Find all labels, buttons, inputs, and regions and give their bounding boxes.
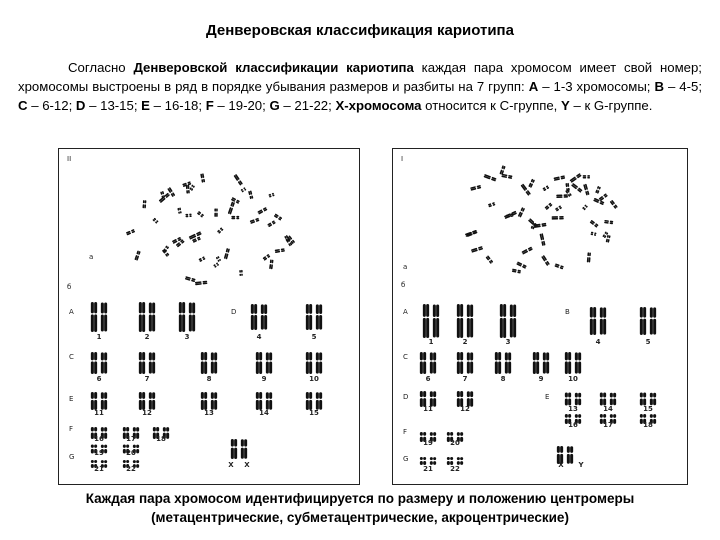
chromosome-glyph <box>216 256 222 262</box>
chromosome-glyph <box>217 227 224 234</box>
chromosome-number: 6 <box>96 375 102 383</box>
chromosome-glyph <box>495 352 501 374</box>
chromosome-glyph <box>552 216 564 220</box>
chromosome-glyph <box>466 230 477 237</box>
intro-lead: Согласно <box>68 60 134 75</box>
chromosome-glyph <box>224 248 230 259</box>
chromosome-glyph <box>134 250 140 260</box>
chromosome-glyph <box>555 205 562 211</box>
chromosome-glyph <box>467 352 473 373</box>
chromosome-glyph <box>266 392 272 409</box>
group-c-range: – 6-12; <box>27 98 76 113</box>
chromosome-glyph <box>160 191 165 198</box>
chromosome-glyph <box>516 261 527 268</box>
chromosome-number: 10 <box>309 375 319 383</box>
chromosome-number: 3 <box>505 338 511 346</box>
chromosome-number: 13 <box>204 409 214 417</box>
chromosome-glyph <box>101 392 107 409</box>
chromosome-glyph <box>251 304 257 330</box>
chromosome-glyph <box>604 220 613 224</box>
group-f-label: F <box>205 98 214 113</box>
group-e-label: Е <box>141 98 150 113</box>
chromosome-glyph <box>201 392 207 410</box>
chromosome-number: 18 <box>156 435 166 443</box>
chromosome-number: 21 <box>94 465 104 473</box>
chromosome-glyph <box>91 392 97 410</box>
chromosome-glyph <box>256 352 262 374</box>
chromosome-glyph <box>213 262 219 268</box>
chromosome-glyph <box>233 174 243 186</box>
group-d-label: D <box>75 98 86 113</box>
y-chromosome-rest: – к G-группе. <box>569 98 653 113</box>
chromosome-number: 10 <box>568 375 578 383</box>
chromosome-glyph <box>306 392 312 410</box>
chromosome-glyph <box>556 194 568 198</box>
chromosome-glyph <box>553 175 565 181</box>
chromosome-glyph <box>483 174 496 182</box>
y-chromosome-label: Y <box>561 98 570 113</box>
chromosome-glyph <box>447 457 453 465</box>
chromosome-number: 11 <box>423 405 433 413</box>
chromosome-glyph <box>583 175 590 178</box>
chromosome-glyph <box>575 393 581 406</box>
chromosome-number: 19 <box>423 439 433 447</box>
chromosome-glyph <box>565 393 571 406</box>
chromosome-number: 5 <box>645 338 651 346</box>
chromosome-glyph <box>250 218 260 224</box>
group-letter-g: G <box>69 453 75 461</box>
chromosome-glyph <box>149 302 155 331</box>
chromosome-glyph <box>269 259 273 269</box>
group-letter-g: G <box>403 455 409 463</box>
chromosome-glyph <box>139 392 145 410</box>
chromosome-glyph <box>583 184 589 196</box>
chromosome-glyph <box>640 393 646 406</box>
chromosome-glyph <box>565 352 571 374</box>
chromosome-glyph <box>510 305 516 338</box>
chromosome-glyph <box>172 237 182 244</box>
chromosome-glyph <box>430 457 436 465</box>
chromosome-glyph <box>211 392 217 409</box>
group-letter-b: D <box>231 308 237 316</box>
chromosome-glyph <box>101 352 107 373</box>
chromosome-glyph <box>256 392 262 410</box>
intro-paragraph <box>18 58 702 115</box>
chromosome-glyph <box>595 186 601 194</box>
chromosome-glyph <box>231 216 239 219</box>
chromosome-number: 16 <box>568 421 578 429</box>
chromosome-glyph <box>231 439 237 459</box>
chromosome-glyph <box>211 352 217 373</box>
karyotype-figure-female <box>58 148 360 485</box>
group-letter-d: D <box>403 393 409 401</box>
sex-chromosome-label: Y <box>578 461 584 469</box>
chromosome-glyph <box>257 207 267 215</box>
chromosome-glyph <box>177 207 181 214</box>
chromosome-glyph <box>610 200 618 209</box>
chromosome-glyph <box>420 352 426 374</box>
chromosome-glyph <box>152 218 158 224</box>
chromosome-glyph <box>142 200 146 208</box>
chromosome-glyph <box>600 307 606 334</box>
chromosome-number: 13 <box>568 405 578 413</box>
chromosome-glyph <box>528 179 535 188</box>
panel-label: I <box>401 155 404 163</box>
chromosome-glyph <box>457 352 463 374</box>
chromosome-glyph <box>567 446 573 463</box>
chromosome-glyph <box>457 457 463 465</box>
chromosome-glyph <box>420 457 426 465</box>
chromosome-number: 14 <box>603 405 613 413</box>
chromosome-glyph <box>570 173 582 183</box>
chromosome-number: 8 <box>206 375 212 383</box>
chromosome-number: 15 <box>309 409 319 417</box>
chromosome-glyph <box>240 187 246 193</box>
x-chromosome-label: Х-хромосома <box>335 98 422 113</box>
chromosome-glyph <box>518 207 525 218</box>
metaphase-label: a <box>89 253 94 261</box>
group-e-range: – 16-18; <box>149 98 206 113</box>
chromosome-glyph <box>501 174 512 179</box>
chromosome-glyph <box>590 220 599 228</box>
group-g-range: – 21-22; <box>279 98 336 113</box>
chromosome-glyph <box>471 246 483 253</box>
group-letter-f: F <box>69 425 74 433</box>
chromosome-glyph <box>544 202 552 210</box>
chromosome-glyph <box>521 246 533 254</box>
chromosome-number: 5 <box>311 333 317 341</box>
sex-chromosome-label: X <box>244 461 250 469</box>
sex-chromosome-label: X <box>558 461 564 469</box>
sex-chromosome-label: X <box>228 461 234 469</box>
chromosome-glyph <box>316 392 322 409</box>
chromosome-glyph <box>261 304 267 329</box>
chromosome-number: 11 <box>94 409 104 417</box>
chromosome-glyph <box>500 304 506 338</box>
chromosome-glyph <box>423 304 429 338</box>
chromosome-glyph <box>542 185 549 191</box>
footer-caption <box>0 489 720 527</box>
chromosome-glyph <box>587 252 591 262</box>
chromosome-glyph <box>504 211 517 219</box>
intro-part1: каждая пара хромосом имеет свой номер; хромосомы выстроены в ряд в порядке убывания размеров и разбиты на 7 групп: <box>18 60 702 94</box>
chromosome-number: 21 <box>423 465 433 473</box>
chromosome-glyph <box>149 352 155 373</box>
chromosome-glyph <box>241 439 247 458</box>
chromosome-glyph <box>149 392 155 409</box>
chromosome-glyph <box>306 352 312 374</box>
chromosome-glyph <box>248 190 253 199</box>
chromosome-glyph <box>101 302 107 331</box>
chromosome-glyph <box>274 213 283 220</box>
chromosome-number: 9 <box>261 375 267 383</box>
group-letter-a: A <box>403 308 408 316</box>
chromosome-glyph <box>606 235 611 243</box>
chromosome-number: 22 <box>126 465 136 473</box>
chromosome-number: 20 <box>450 439 460 447</box>
chromosome-number: 14 <box>259 409 269 417</box>
group-a-range: – 1-3 хромосомы; <box>538 79 655 94</box>
chromosome-glyph <box>263 254 271 261</box>
chromosome-glyph <box>316 352 322 373</box>
chromosome-number: 2 <box>462 338 468 346</box>
chromosome-glyph <box>201 352 207 374</box>
chromosome-glyph <box>197 211 204 218</box>
x-chromosome-rest: относится к С-группе, <box>421 98 562 113</box>
chromosome-number: 9 <box>538 375 544 383</box>
chromosome-glyph <box>600 393 606 406</box>
chromosome-glyph <box>457 304 463 338</box>
chromosome-number: 19 <box>94 449 104 457</box>
chromosome-glyph <box>650 393 656 406</box>
chromosome-glyph <box>239 270 243 276</box>
chromosome-glyph <box>316 304 322 329</box>
chromosome-glyph <box>512 269 521 274</box>
chromosome-glyph <box>179 302 185 332</box>
chromosome-glyph <box>650 307 656 334</box>
metaphase-label: a <box>403 263 408 271</box>
chromosome-glyph <box>185 214 191 218</box>
chromosome-glyph <box>533 352 539 374</box>
chromosome-number: 1 <box>96 333 102 341</box>
group-letter-f: F <box>403 428 408 436</box>
chromosome-number: 15 <box>643 405 653 413</box>
chromosome-number: 22 <box>450 465 460 473</box>
intro-lead-bold: Денверовской классификации кариотипа <box>133 60 414 75</box>
group-f-range: – 19-20; <box>213 98 270 113</box>
chromosome-glyph <box>198 256 205 262</box>
group-letter-b: B <box>565 308 570 316</box>
chromosome-glyph <box>541 255 550 266</box>
chromosome-number: 3 <box>184 333 190 341</box>
chromosome-glyph <box>543 352 549 373</box>
chromosome-glyph <box>467 305 473 338</box>
karyogram-label: б <box>67 283 72 291</box>
page-title: Денверовская классификация кариотипа <box>206 22 514 39</box>
chromosome-glyph <box>91 352 97 374</box>
chromosome-glyph <box>189 184 195 191</box>
chromosome-glyph <box>499 165 505 175</box>
karyotype-figure-male <box>392 148 688 485</box>
chromosome-glyph <box>267 220 276 227</box>
group-b-range: – 4-5; <box>663 79 702 94</box>
chromosome-glyph <box>565 183 569 191</box>
karyogram-label: б <box>401 281 406 289</box>
chromosome-glyph <box>590 307 596 335</box>
chromosome-number: 7 <box>462 375 468 383</box>
chromosome-number: 17 <box>603 421 613 429</box>
chromosome-number: 18 <box>643 421 653 429</box>
chromosome-glyph <box>610 393 616 406</box>
chromosome-glyph <box>488 202 496 207</box>
chromosome-glyph <box>228 201 235 214</box>
chromosome-glyph <box>266 352 272 373</box>
chromosome-glyph <box>470 185 481 191</box>
group-g-label: G <box>269 98 280 113</box>
chromosome-glyph <box>275 248 285 253</box>
chromosome-number: 2 <box>144 333 150 341</box>
chromosome-number: 7 <box>144 375 150 383</box>
chromosome-number: 20 <box>126 449 136 457</box>
chromosome-number: 4 <box>595 338 601 346</box>
chromosome-glyph <box>640 307 646 335</box>
karyogram <box>91 302 322 468</box>
group-letter-a: A <box>69 308 74 316</box>
chromosome-glyph <box>433 305 439 338</box>
chromosome-glyph <box>200 173 205 182</box>
chromosome-glyph <box>306 304 312 330</box>
group-c-label: С <box>18 98 28 113</box>
chromosome-glyph <box>582 204 588 210</box>
chromosome-number: 6 <box>425 375 431 383</box>
chromosome-glyph <box>139 352 145 374</box>
karyotype-svg-right <box>393 149 687 484</box>
chromosome-glyph <box>539 233 545 246</box>
group-letter-c: C <box>403 353 408 361</box>
chromosome-glyph <box>214 208 217 217</box>
chromosome-glyph <box>575 352 581 373</box>
karyotype-svg-left <box>59 149 359 484</box>
chromosome-glyph <box>159 193 170 204</box>
group-b-label: В <box>654 79 664 94</box>
chromosome-number: 1 <box>428 338 434 346</box>
group-letter-c: C <box>69 353 74 361</box>
chromosome-glyph <box>599 193 608 201</box>
footer-line1: Каждая пара хромосом идентифицируется по размеру и положению центромеры <box>85 491 635 506</box>
chromosome-glyph <box>185 276 196 282</box>
footer-line2: (метацентрические, субметацентрические, акроцентрические) <box>151 510 569 525</box>
chromosome-glyph <box>590 232 596 236</box>
metaphase-spread <box>126 173 295 285</box>
panel-label: II <box>67 155 72 163</box>
chromosome-number: 12 <box>142 409 152 417</box>
group-letter-d: E <box>69 395 74 403</box>
chromosome-glyph <box>268 193 274 198</box>
chromosome-glyph <box>505 352 511 373</box>
chromosome-glyph <box>139 302 145 332</box>
chromosome-glyph <box>554 263 564 269</box>
chromosome-glyph <box>430 352 436 373</box>
chromosome-glyph <box>195 281 208 286</box>
chromosome-number: 12 <box>460 405 470 413</box>
chromosome-glyph <box>189 302 195 331</box>
chromosome-number: 17 <box>126 435 136 443</box>
chromosome-number: 8 <box>500 375 506 383</box>
group-d-range: – 13-15; <box>85 98 142 113</box>
chromosome-number: 16 <box>94 435 104 443</box>
group-a-label: А <box>528 79 539 94</box>
chromosome-glyph <box>571 183 583 193</box>
chromosome-glyph <box>91 302 97 332</box>
group-letter-e: E <box>545 393 550 401</box>
metaphase-spread <box>465 165 618 273</box>
chromosome-number: 4 <box>256 333 262 341</box>
chromosome-glyph <box>485 255 493 264</box>
chromosome-glyph <box>126 229 135 236</box>
